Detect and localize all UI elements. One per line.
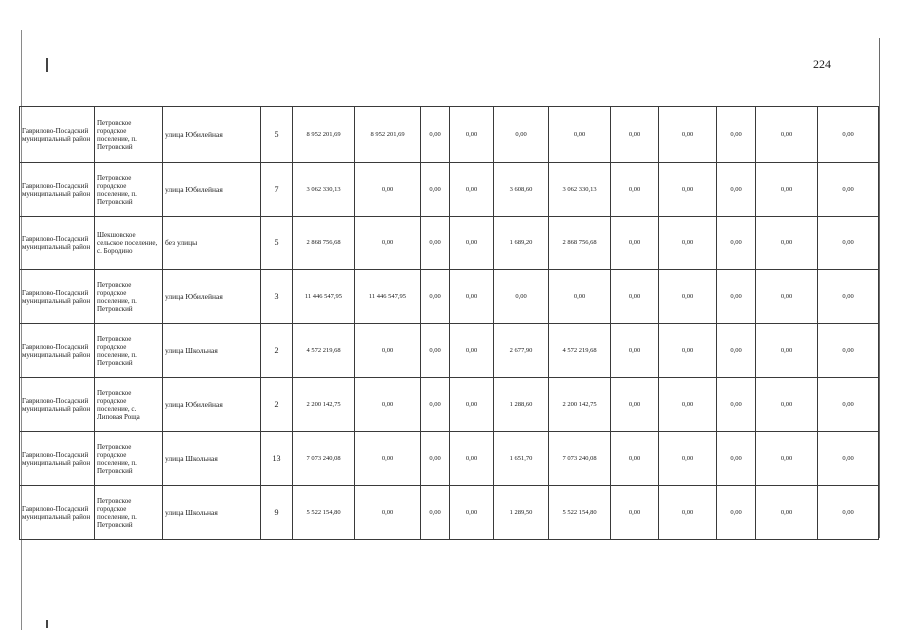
amount-cell: 1 651,70 bbox=[494, 432, 549, 486]
street-cell: улица Юбилейная bbox=[163, 378, 261, 432]
settlement-cell: Петровское городское поселение, с. Липовая Роща bbox=[95, 378, 163, 432]
amount-cell: 0,00 bbox=[611, 163, 659, 217]
amount-cell: 0,00 bbox=[659, 324, 717, 378]
amount-cell: 0,00 bbox=[659, 378, 717, 432]
amount-cell: 4 572 219,68 bbox=[549, 324, 611, 378]
amount-cell: 1 289,50 bbox=[494, 486, 549, 540]
amount-cell: 0,00 bbox=[659, 270, 717, 324]
house-number-cell: 9 bbox=[261, 486, 293, 540]
amount-cell: 0,00 bbox=[421, 163, 450, 217]
amount-cell: 0,00 bbox=[494, 270, 549, 324]
table-row bbox=[20, 107, 879, 163]
house-number-cell: 7 bbox=[261, 163, 293, 217]
table-row bbox=[20, 163, 879, 217]
amount-cell: 0,00 bbox=[611, 432, 659, 486]
settlement-cell: Петровское городское поселение, п. Петровский bbox=[95, 107, 163, 163]
district-cell: Гаврилово-Посадский муниципальный район bbox=[20, 270, 95, 324]
amount-cell: 11 446 547,95 bbox=[293, 270, 355, 324]
scan-edge-right bbox=[879, 38, 880, 538]
table-row bbox=[20, 432, 879, 486]
amount-cell: 0,00 bbox=[450, 432, 494, 486]
amount-cell: 0,00 bbox=[756, 270, 818, 324]
amount-cell: 2 677,90 bbox=[494, 324, 549, 378]
amount-cell: 0,00 bbox=[818, 378, 879, 432]
street-cell: улица Школьная bbox=[163, 486, 261, 540]
amount-cell: 0,00 bbox=[355, 324, 421, 378]
amount-cell: 0,00 bbox=[717, 432, 756, 486]
table-row bbox=[20, 378, 879, 432]
amount-cell: 0,00 bbox=[421, 107, 450, 163]
scan-mark bbox=[46, 58, 48, 72]
amount-cell: 0,00 bbox=[355, 432, 421, 486]
amount-cell: 0,00 bbox=[611, 217, 659, 270]
table-row bbox=[20, 270, 879, 324]
amount-cell: 0,00 bbox=[450, 270, 494, 324]
district-cell: Гаврилово-Посадский муниципальный район bbox=[20, 486, 95, 540]
amount-cell: 11 446 547,95 bbox=[355, 270, 421, 324]
page-number: 224 bbox=[813, 57, 831, 71]
amount-cell: 0,00 bbox=[659, 486, 717, 540]
amount-cell: 0,00 bbox=[659, 432, 717, 486]
district-cell: Гаврилово-Посадский муниципальный район bbox=[20, 432, 95, 486]
settlement-cell: Петровское городское поселение, п. Петровский bbox=[95, 270, 163, 324]
amount-cell: 4 572 219,68 bbox=[293, 324, 355, 378]
scan-mark bbox=[46, 620, 48, 628]
district-cell: Гаврилово-Посадский муниципальный район bbox=[20, 163, 95, 217]
settlement-cell: Петровское городское поселение, п. Петровский bbox=[95, 432, 163, 486]
amount-cell: 5 522 154,80 bbox=[293, 486, 355, 540]
amount-cell: 0,00 bbox=[756, 324, 818, 378]
amount-cell: 0,00 bbox=[450, 107, 494, 163]
amount-cell: 1 689,20 bbox=[494, 217, 549, 270]
table-row bbox=[20, 217, 879, 270]
amount-cell: 0,00 bbox=[756, 163, 818, 217]
amount-cell: 0,00 bbox=[421, 378, 450, 432]
district-cell: Гаврилово-Посадский муниципальный район bbox=[20, 217, 95, 270]
amount-cell: 2 200 142,75 bbox=[293, 378, 355, 432]
settlement-cell: Петровское городское поселение, п. Петровский bbox=[95, 324, 163, 378]
amount-cell: 0,00 bbox=[450, 486, 494, 540]
amount-cell: 0,00 bbox=[818, 486, 879, 540]
amount-cell: 0,00 bbox=[818, 432, 879, 486]
amount-cell: 0,00 bbox=[756, 107, 818, 163]
amount-cell: 0,00 bbox=[818, 324, 879, 378]
amount-cell: 0,00 bbox=[421, 324, 450, 378]
amount-cell: 3 062 330,13 bbox=[549, 163, 611, 217]
amount-cell: 0,00 bbox=[818, 217, 879, 270]
table-row bbox=[20, 486, 879, 540]
amount-cell: 0,00 bbox=[717, 270, 756, 324]
settlement-cell: Шекшовское сельское поселение, с. Бородино bbox=[95, 217, 163, 270]
amount-cell: 0,00 bbox=[756, 217, 818, 270]
amount-cell: 3 608,60 bbox=[494, 163, 549, 217]
street-cell: улица Юбилейная bbox=[163, 107, 261, 163]
amount-cell: 0,00 bbox=[717, 217, 756, 270]
amount-cell: 0,00 bbox=[611, 486, 659, 540]
amount-cell: 0,00 bbox=[717, 324, 756, 378]
amount-cell: 8 952 201,69 bbox=[355, 107, 421, 163]
street-cell: улица Юбилейная bbox=[163, 270, 261, 324]
amount-cell: 0,00 bbox=[355, 486, 421, 540]
amount-cell: 0,00 bbox=[756, 378, 818, 432]
amount-cell: 3 062 330,13 bbox=[293, 163, 355, 217]
amount-cell: 2 868 756,68 bbox=[549, 217, 611, 270]
amount-cell: 2 868 756,68 bbox=[293, 217, 355, 270]
amount-cell: 0,00 bbox=[756, 486, 818, 540]
amount-cell: 0,00 bbox=[717, 163, 756, 217]
amount-cell: 0,00 bbox=[450, 217, 494, 270]
amount-cell: 0,00 bbox=[611, 107, 659, 163]
amount-cell: 0,00 bbox=[421, 486, 450, 540]
house-number-cell: 5 bbox=[261, 217, 293, 270]
house-number-cell: 5 bbox=[261, 107, 293, 163]
district-cell: Гаврилово-Посадский муниципальный район bbox=[20, 378, 95, 432]
amount-cell: 0,00 bbox=[659, 217, 717, 270]
house-number-cell: 3 bbox=[261, 270, 293, 324]
amount-cell: 0,00 bbox=[611, 270, 659, 324]
amount-cell: 0,00 bbox=[818, 107, 879, 163]
amount-cell: 7 073 240,08 bbox=[549, 432, 611, 486]
amount-cell: 0,00 bbox=[659, 107, 717, 163]
amount-cell: 0,00 bbox=[549, 270, 611, 324]
amount-cell: 0,00 bbox=[421, 217, 450, 270]
amount-cell: 0,00 bbox=[717, 107, 756, 163]
buildings-table bbox=[19, 106, 879, 540]
district-cell: Гаврилово-Посадский муниципальный район bbox=[20, 324, 95, 378]
house-number-cell: 13 bbox=[261, 432, 293, 486]
settlement-cell: Петровское городское поселение, п. Петровский bbox=[95, 486, 163, 540]
amount-cell: 0,00 bbox=[450, 324, 494, 378]
amount-cell: 5 522 154,80 bbox=[549, 486, 611, 540]
amount-cell: 1 288,60 bbox=[494, 378, 549, 432]
amount-cell: 0,00 bbox=[611, 324, 659, 378]
amount-cell: 0,00 bbox=[494, 107, 549, 163]
amount-cell: 0,00 bbox=[611, 378, 659, 432]
amount-cell: 0,00 bbox=[421, 432, 450, 486]
amount-cell: 0,00 bbox=[355, 378, 421, 432]
amount-cell: 0,00 bbox=[355, 163, 421, 217]
table-row bbox=[20, 324, 879, 378]
amount-cell: 0,00 bbox=[450, 378, 494, 432]
street-cell: улица Школьная bbox=[163, 324, 261, 378]
amount-cell: 0,00 bbox=[421, 270, 450, 324]
amount-cell: 0,00 bbox=[717, 378, 756, 432]
amount-cell: 0,00 bbox=[659, 163, 717, 217]
district-cell: Гаврилово-Посадский муниципальный район bbox=[20, 107, 95, 163]
amount-cell: 0,00 bbox=[450, 163, 494, 217]
amount-cell: 0,00 bbox=[818, 270, 879, 324]
house-number-cell: 2 bbox=[261, 324, 293, 378]
amount-cell: 2 200 142,75 bbox=[549, 378, 611, 432]
table-body bbox=[20, 107, 879, 540]
street-cell: без улицы bbox=[163, 217, 261, 270]
amount-cell: 0,00 bbox=[355, 217, 421, 270]
settlement-cell: Петровское городское поселение, п. Петровский bbox=[95, 163, 163, 217]
amount-cell: 0,00 bbox=[717, 486, 756, 540]
amount-cell: 7 073 240,08 bbox=[293, 432, 355, 486]
amount-cell: 0,00 bbox=[756, 432, 818, 486]
street-cell: улица Юбилейная bbox=[163, 163, 261, 217]
amount-cell: 0,00 bbox=[549, 107, 611, 163]
house-number-cell: 2 bbox=[261, 378, 293, 432]
amount-cell: 8 952 201,69 bbox=[293, 107, 355, 163]
street-cell: улица Школьная bbox=[163, 432, 261, 486]
amount-cell: 0,00 bbox=[818, 163, 879, 217]
